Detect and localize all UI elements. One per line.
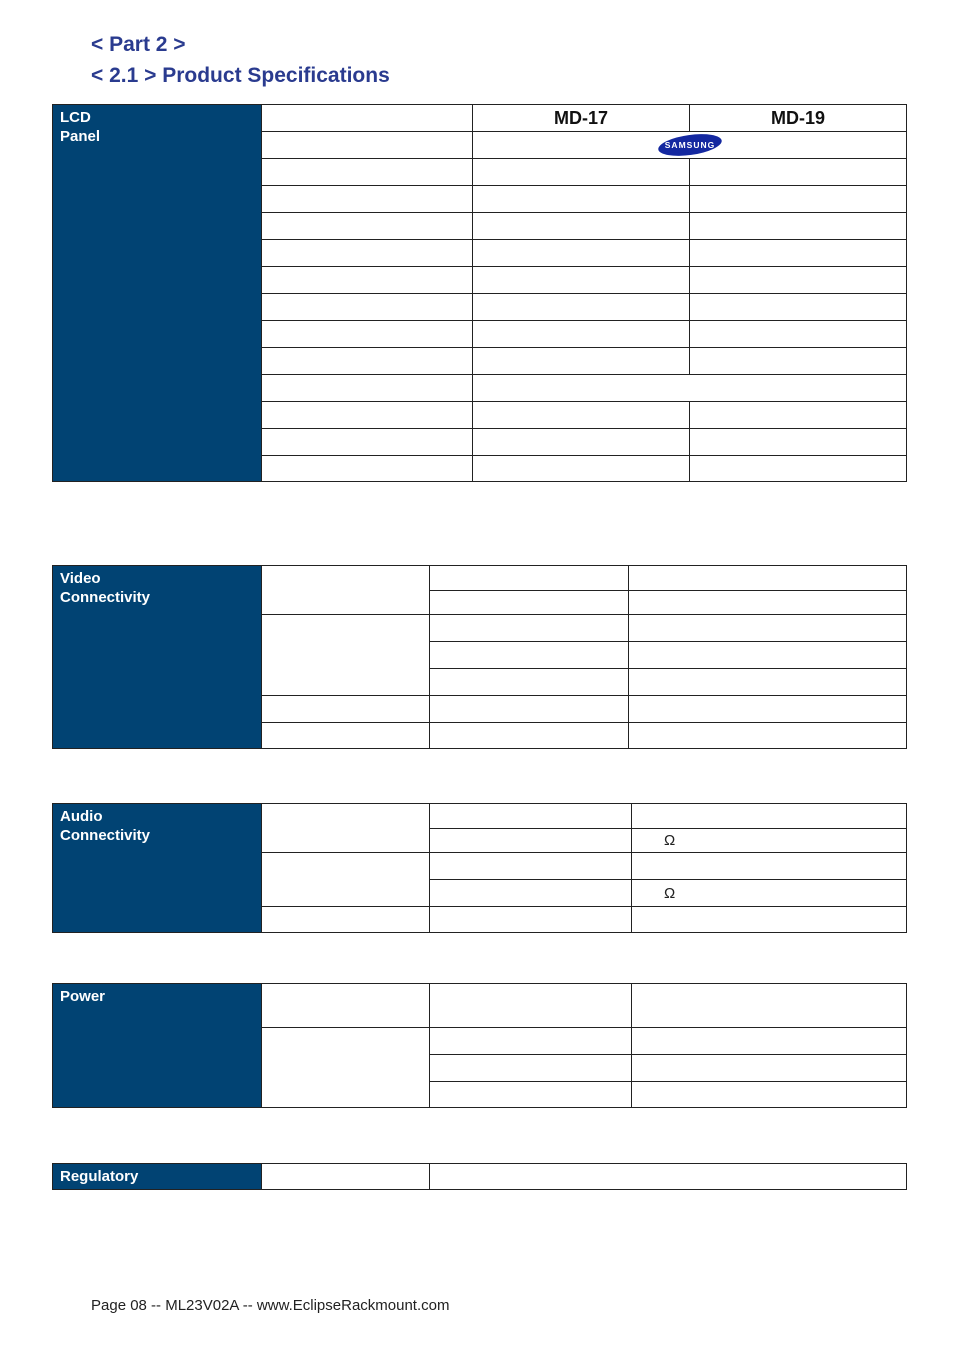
table-cell (632, 1028, 907, 1055)
ohm-value-cell: Ω (632, 880, 907, 907)
table-cell (632, 853, 907, 880)
table-cell (262, 1028, 430, 1108)
table-cell (262, 1164, 430, 1190)
table-cell (430, 984, 632, 1028)
table-cell (430, 1028, 632, 1055)
power-label: Power (60, 988, 106, 1005)
lcd-panel-section-label (53, 105, 262, 482)
table-cell (262, 105, 473, 132)
audio-label-line1: Audio (60, 808, 103, 825)
video-section-label (53, 566, 262, 749)
regulatory-label: Regulatory (60, 1168, 139, 1185)
table-cell (262, 566, 430, 615)
lcd-label-line1: LCD (60, 109, 91, 126)
samsung-logo (657, 133, 723, 157)
power-table (52, 983, 907, 1108)
audio-section-label (53, 804, 262, 933)
table-cell (430, 880, 632, 907)
video-label-line1: Video (60, 570, 101, 587)
table-cell (430, 829, 632, 853)
table-cell (629, 566, 907, 591)
model-header-md17: MD-17 (473, 105, 690, 132)
table-cell (262, 984, 430, 1028)
table-cell (632, 804, 907, 829)
table-cell (430, 615, 629, 642)
table-cell (262, 853, 430, 907)
table-cell (430, 566, 629, 591)
table-cell (262, 615, 430, 696)
table-cell (632, 984, 907, 1028)
panel-brand-cell (473, 132, 907, 159)
video-connectivity-table (52, 565, 907, 749)
table-cell (262, 132, 473, 159)
page-footer: Page 08 -- ML23V02A -- www.EclipseRackmount.com (91, 1297, 450, 1314)
model-header-md19: MD-19 (690, 105, 907, 132)
table-cell (430, 853, 632, 880)
ohm-value-cell: Ω (632, 829, 907, 853)
section-heading: < 2.1 > Product Specifications (91, 64, 390, 87)
table-cell (262, 804, 430, 853)
part-heading: < Part 2 > (91, 33, 186, 56)
video-label-line2: Connectivity (60, 589, 151, 606)
lcd-panel-table (52, 104, 907, 482)
table-cell (430, 804, 632, 829)
regulatory-table (52, 1163, 907, 1190)
lcd-label-line2: Panel (60, 128, 101, 145)
power-section-label (53, 984, 262, 1108)
audio-label-line2: Connectivity (60, 827, 151, 844)
audio-connectivity-table (52, 803, 907, 933)
regulatory-section-label (53, 1164, 262, 1190)
table-cell (430, 1164, 907, 1190)
table-cell (629, 615, 907, 642)
samsung-logo-text: SAMSUNG (664, 140, 715, 150)
